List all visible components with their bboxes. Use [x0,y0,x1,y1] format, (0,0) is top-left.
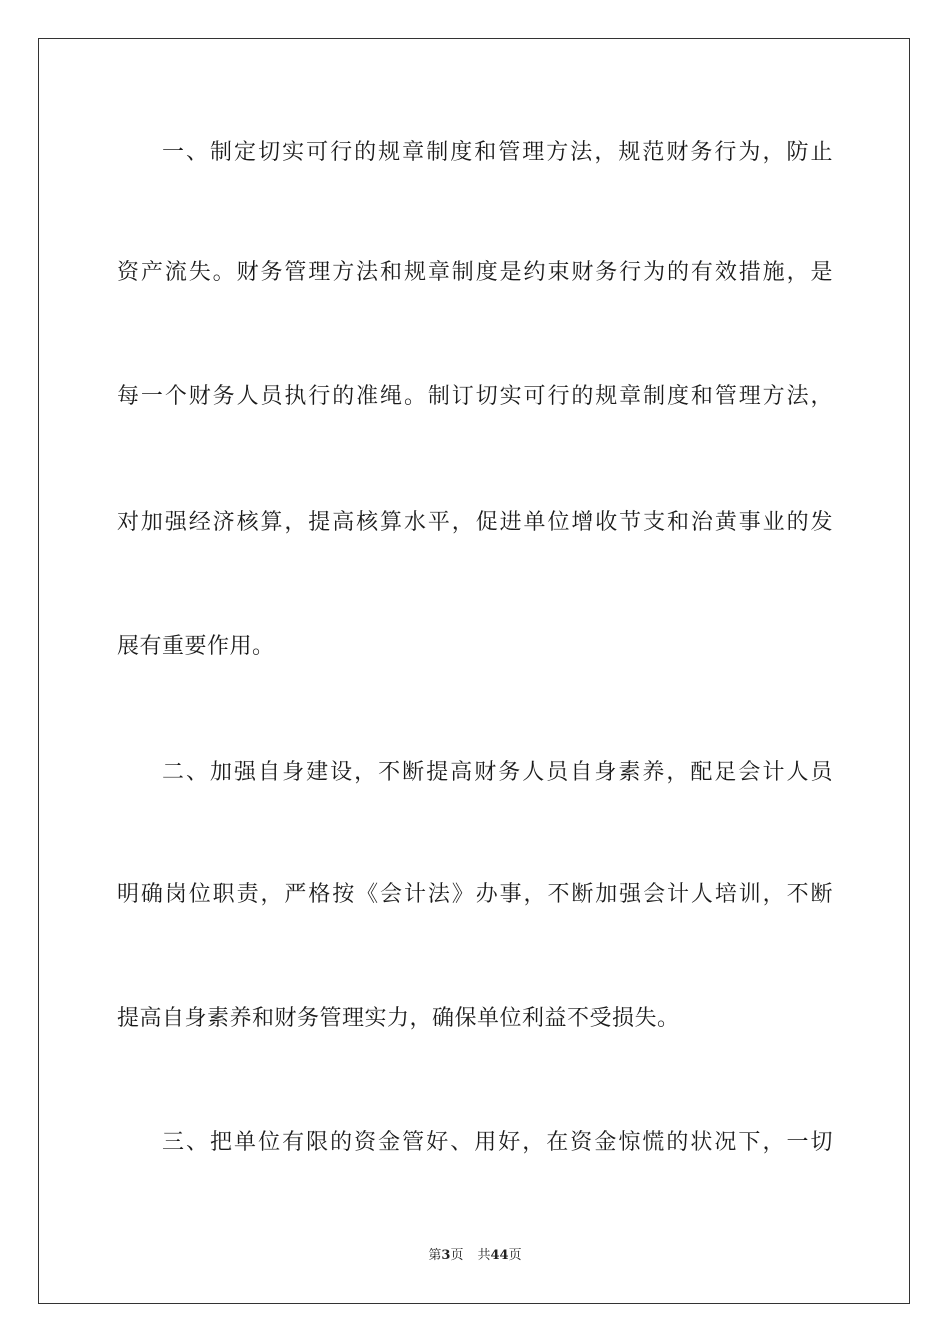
paragraph-2-line-3: 提高自身素养和财务管理实力，确保单位利益不受损失。 [117,1006,680,1031]
footer-total-pages: 44 [490,1248,509,1263]
footer-page-suffix: 页 [450,1248,464,1263]
footer-page-prefix: 第 [428,1248,442,1263]
paragraph-1-line-3: 每一个财务人员执行的准绳。制订切实可行的规章制度和管理方法， [117,384,833,409]
paragraph-1-line-1: 一、制定切实可行的规章制度和管理方法，规范财务行为，防止 [162,140,833,165]
page-border [38,38,910,1304]
paragraph-1-line-2: 资产流失。财务管理方法和规章制度是约束财务行为的有效措施，是 [117,260,833,285]
paragraph-1-line-4: 对加强经济核算，提高核算水平，促进单位增收节支和治黄事业的发 [117,510,833,535]
paragraph-2-line-2: 明确岗位职责，严格按《会计法》办事，不断加强会计人培训，不断 [117,882,833,907]
footer-page-number: 3 [441,1248,451,1263]
paragraph-2-line-1: 二、加强自身建设，不断提高财务人员自身素养，配足会计人员 [162,760,833,785]
footer-total-prefix: 共 [477,1248,491,1263]
paragraph-3-line-1: 三、把单位有限的资金管好、用好，在资金惊慌的状况下，一切 [162,1130,833,1155]
paragraph-1-line-5: 展有重要作用。 [117,634,275,659]
footer-total-suffix: 页 [508,1248,522,1263]
page-footer [0,1247,950,1265]
